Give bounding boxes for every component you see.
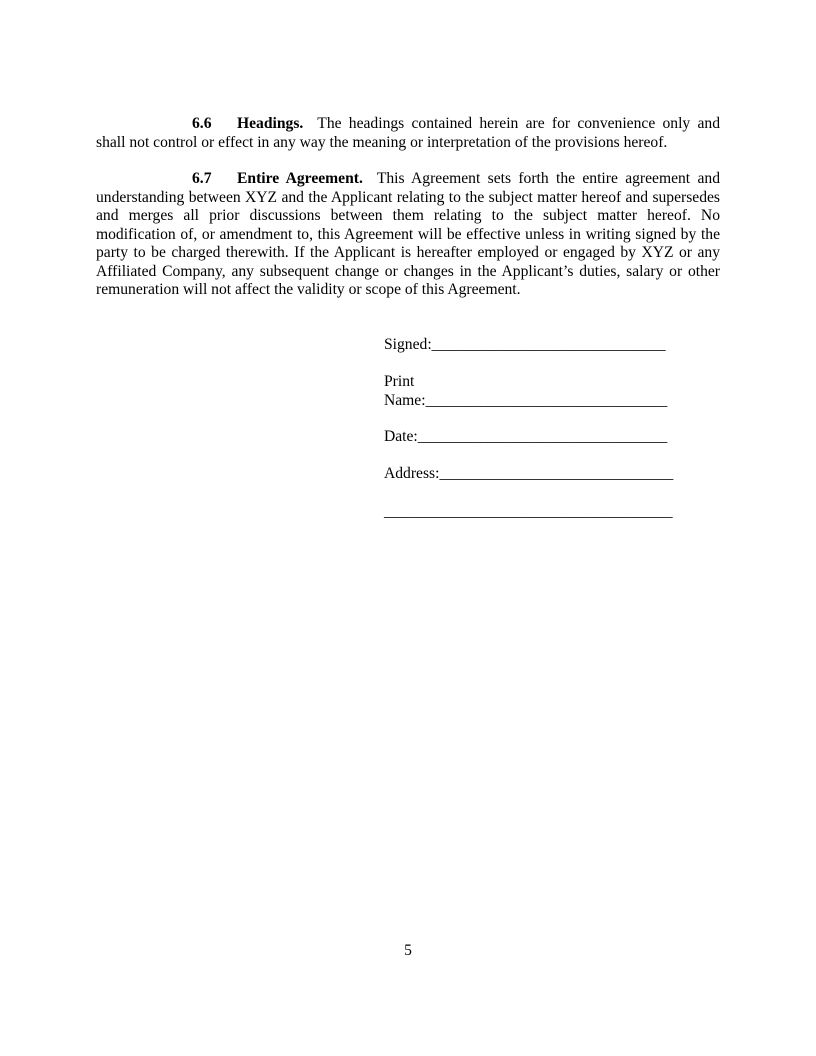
address-continuation-line: _____________________________________ <box>384 503 673 520</box>
print-label: Print <box>384 373 415 390</box>
clause-6-6 <box>96 115 720 152</box>
print-name-field <box>384 373 667 410</box>
clause-text: The headings contained herein are for convenience only and shall not control or effect in any way the meaning or interpretation of the provisions hereof. <box>96 115 720 151</box>
date-field: Date:________________________________ <box>384 428 668 445</box>
clause-heading: Entire Agreement. <box>237 170 363 187</box>
clause-number: 6.6 <box>192 115 212 132</box>
signed-field: Signed:______________________________ <box>384 336 666 353</box>
clause-heading: Headings. <box>237 115 304 132</box>
clause-6-7 <box>96 170 720 300</box>
clause-text: This Agreement sets forth the entire agreement and understanding between XYZ and the Applicant relating to the subject matter hereof and supersedes and merges all prior discussions between them relating to the subject matter hereof. No modification of, or amendment to, this Agreement will be effective unless in writing signed by the party to be charged therewith. If the Applicant is hereafter employed or engaged by XYZ or any Affiliated Company, any subsequent change or changes in the Applicant’s duties, salary or other remuneration will not affect the validity or scope of this Agreement. <box>96 170 720 298</box>
address-field: Address:______________________________ <box>384 465 674 482</box>
clause-number: 6.7 <box>192 170 212 187</box>
page-number: 5 <box>404 942 412 959</box>
name-line: Name:_______________________________ <box>384 391 668 409</box>
